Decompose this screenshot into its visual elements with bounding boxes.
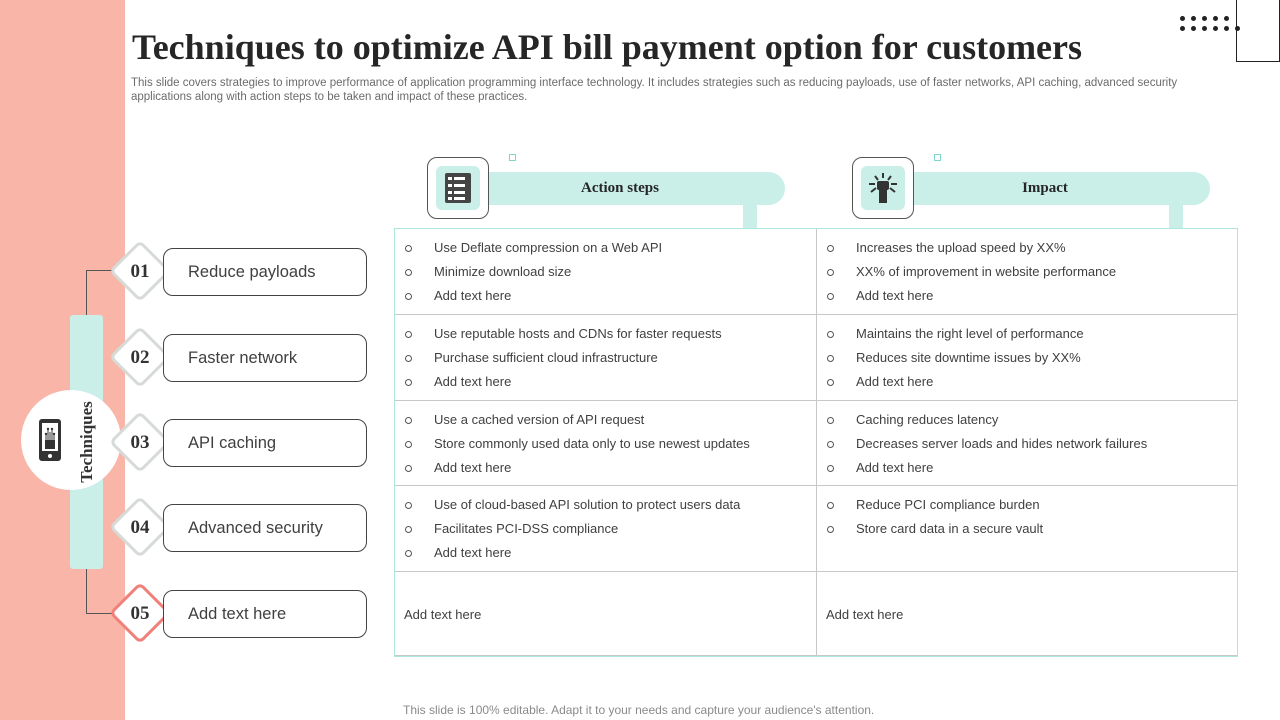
- connector-line: [86, 270, 87, 316]
- techniques-table: [394, 228, 1238, 657]
- impact-cell: [817, 229, 1238, 314]
- technique-label: Add text here: [188, 605, 287, 623]
- technique-pill: [163, 590, 367, 638]
- bullet-item: Caching reduces latency: [825, 412, 1238, 436]
- bullet-item: Add text here: [825, 460, 1238, 484]
- bullet-item: Use of cloud-based API solution to protect users data: [403, 497, 816, 521]
- slide-subtitle: This slide covers strategies to improve performance of application programming interface technology. It includes strategies such as reducing payloads, use of faster networks, API caching, advanced security applications along with action steps to be taken and impact of these practices.: [131, 77, 1178, 103]
- techniques-label: Techniques: [77, 401, 96, 483]
- dots-decoration: [1178, 16, 1248, 36]
- frame-dot: [509, 154, 516, 161]
- action-cell: [395, 229, 816, 314]
- cell-text: Add text here: [404, 607, 482, 622]
- technique-number: 02: [130, 347, 150, 368]
- bullet-item: Store commonly used data only to use newest updates: [403, 436, 816, 460]
- fist-impact-icon: [866, 172, 900, 204]
- action-cell: [395, 315, 816, 400]
- bullet-item: Add text here: [825, 288, 1238, 312]
- bullet-item: XX% of improvement in website performance: [825, 264, 1238, 288]
- technique-label: API caching: [188, 434, 277, 452]
- frame-dot: [934, 154, 941, 161]
- technique-label: Faster network: [188, 349, 298, 367]
- technique-number: 05: [130, 603, 150, 624]
- action-steps-title: Action steps: [581, 180, 659, 196]
- action-cell: [395, 401, 816, 485]
- header-tab: [743, 202, 757, 228]
- bullet-item: Minimize download size: [403, 264, 816, 288]
- smartphone-circuit-icon: [38, 418, 62, 462]
- bullet-item: Reduces site downtime issues by XX%: [825, 350, 1238, 374]
- bullet-item: Use a cached version of API request: [403, 412, 816, 436]
- impact-cell: [817, 401, 1238, 485]
- bullet-item: Increases the upload speed by XX%: [825, 240, 1238, 264]
- action-cell: [395, 486, 816, 571]
- technique-pill: [163, 504, 367, 552]
- bullet-item: Store card data in a secure vault: [825, 521, 1238, 545]
- impact-cell: [817, 572, 1238, 655]
- bullet-item: Use reputable hosts and CDNs for faster requests: [403, 326, 816, 350]
- bullet-item: Use Deflate compression on a Web API: [403, 240, 816, 264]
- bullet-item: Decreases server loads and hides network failures: [825, 436, 1238, 460]
- bullet-item: Add text here: [403, 460, 816, 484]
- bullet-item: Add text here: [403, 374, 816, 398]
- cell-text: Add text here: [826, 607, 904, 622]
- technique-pill: [163, 419, 367, 467]
- technique-label: Reduce payloads: [188, 263, 316, 281]
- technique-number: 03: [130, 432, 150, 453]
- bullet-item: Reduce PCI compliance burden: [825, 497, 1238, 521]
- connector-line: [86, 568, 87, 614]
- left-color-band: [0, 0, 125, 720]
- action-cell: [395, 572, 816, 655]
- bullet-item: Add text here: [403, 288, 816, 312]
- bullet-item: Add text here: [403, 545, 816, 569]
- bullet-item: Add text here: [825, 374, 1238, 398]
- bullet-item: Purchase sufficient cloud infrastructure: [403, 350, 816, 374]
- bullet-item: Maintains the right level of performance: [825, 326, 1238, 350]
- technique-pill: [163, 248, 367, 296]
- impact-cell: [817, 486, 1238, 571]
- technique-pill: [163, 334, 367, 382]
- slide-title: Techniques to optimize API bill payment option for customers: [132, 27, 1083, 67]
- technique-number: 01: [130, 261, 150, 282]
- technique-label: Advanced security: [188, 519, 323, 537]
- footer-note: This slide is 100% editable. Adapt it to your needs and capture your audience's attention.: [403, 703, 875, 717]
- technique-number: 04: [130, 517, 150, 538]
- impact-cell: [817, 315, 1238, 400]
- icon-circle: [21, 390, 121, 490]
- column-divider: [816, 229, 817, 656]
- server-checklist-icon: [444, 172, 472, 204]
- header-tab: [1169, 202, 1183, 228]
- impact-title: Impact: [1022, 180, 1068, 196]
- bullet-item: Facilitates PCI-DSS compliance: [403, 521, 816, 545]
